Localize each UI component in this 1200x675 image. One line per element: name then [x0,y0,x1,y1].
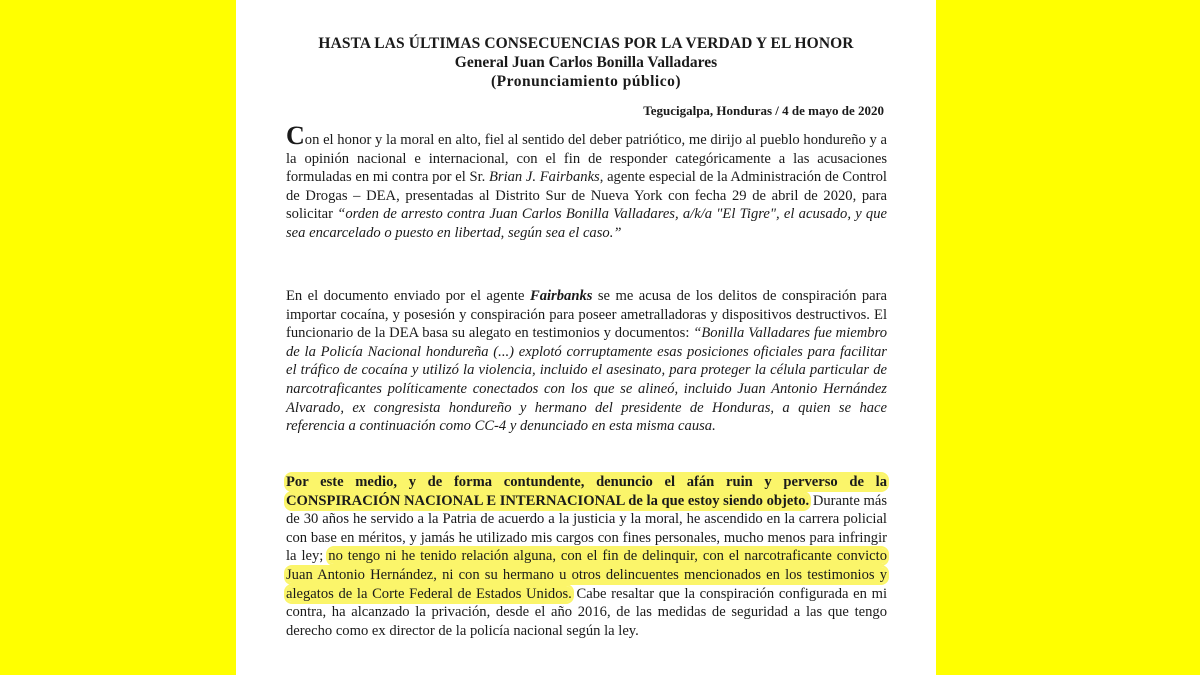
paragraph-1-quote: “orden de arresto contra Juan Carlos Bonilla Valladares, a/k/a "El Tigre", el acusado, y que sea encarcelado o puesto en libertad, según sea el caso.” [286,206,887,241]
paragraph-1-text-a: on el honor y la moral en alto, fiel al sentido del deber patriótico, me dirijo al pueblo hondureño y a la opinión nacional e internacional, con el fin de responder categóricamente a las acusaciones formuladas en mi contra por el Sr. [286,132,887,186]
drop-cap: C [286,121,305,150]
document-author: General Juan Carlos Bonilla Valladares [454,54,718,71]
paragraph-1 [286,121,887,243]
document-page [236,0,936,675]
highlighted-denunciation: Por este medio, y de forma contundente, denuncio el afán ruin y perverso de la CONSPIRACIÓN NACIONAL E INTERNACIONAL de la que estoy siendo objeto. [286,474,887,509]
paragraph-1-text-b: , agente especial de la Administración de Control de Drogas – DEA, presentadas al Distrito Sur de Nueva York con fecha 29 de abril de 2020, para solicitar [286,169,887,223]
paragraph-3-text-b: Cabe resaltar que la conspiración configurada en mi contra, ha alcanzado la privación, desde el año 2016, de las medidas de seguridad a las que tengo derecho como ex director de la policía nacional según la ley. [286,585,888,639]
paragraph-1-name: Brian J. Fairbanks [488,169,600,186]
place-date: Tegucigalpa, Honduras / 4 de mayo de 2020 [643,103,884,118]
paragraph-2-name: Fairbanks [529,288,593,304]
document-title: HASTA LAS ÚLTIMAS CONSECUENCIAS POR LA VERDAD Y EL HONOR [318,35,854,52]
paragraph-2-quote: “Bonilla Valladares fue miembro de la Policía Nacional hondureña (...) explotó corruptamente esas posiciones oficiales para facilitar el tráfico de cocaína y utilizó la violencia, incluido el asesinato, para proteger la célula particular de narcotraficantes políticamente conectados con los que se alineó, incluido Juan Antonio Hernández Alvarado, ex congresista hondureño y hermano del presidente de Honduras, a quien se hace referencia a continuación como CC-4 y denunciado en esta misma causa. [286,325,888,435]
highlighted-statement: no tengo ni he tenido relación alguna, con el fin de delinquir, con el narcotraficante convicto Juan Antonio Hernández, ni con su hermano u otros delincuentes mencionados en los testimonios y alegatos de la Corte Federal de Estados Unidos. [286,548,887,602]
paragraph-3-text-a: Durante más de 30 años he servido a la Patria de acuerdo a la justicia y la moral, he ascendido en la carrera policial con base en méritos, y jamás he utilizado mis cargos con fines personales, mucho menos para infringir la ley; [286,492,887,565]
paragraph-2-text-b: se me acusa de los delitos de conspiración para importar cocaína, y posesión y conspiración para poseer ametralladoras y dispositivos destructivos. El funcionario de la DEA basa su alegato en testimonios y documentos: [286,288,887,342]
paragraph-2-text-a: En el documento enviado por el agente [286,288,530,304]
document-subtitle: (Pronunciamiento público) [490,73,682,90]
paragraph-3 [286,473,887,640]
paragraph-2 [286,287,887,436]
